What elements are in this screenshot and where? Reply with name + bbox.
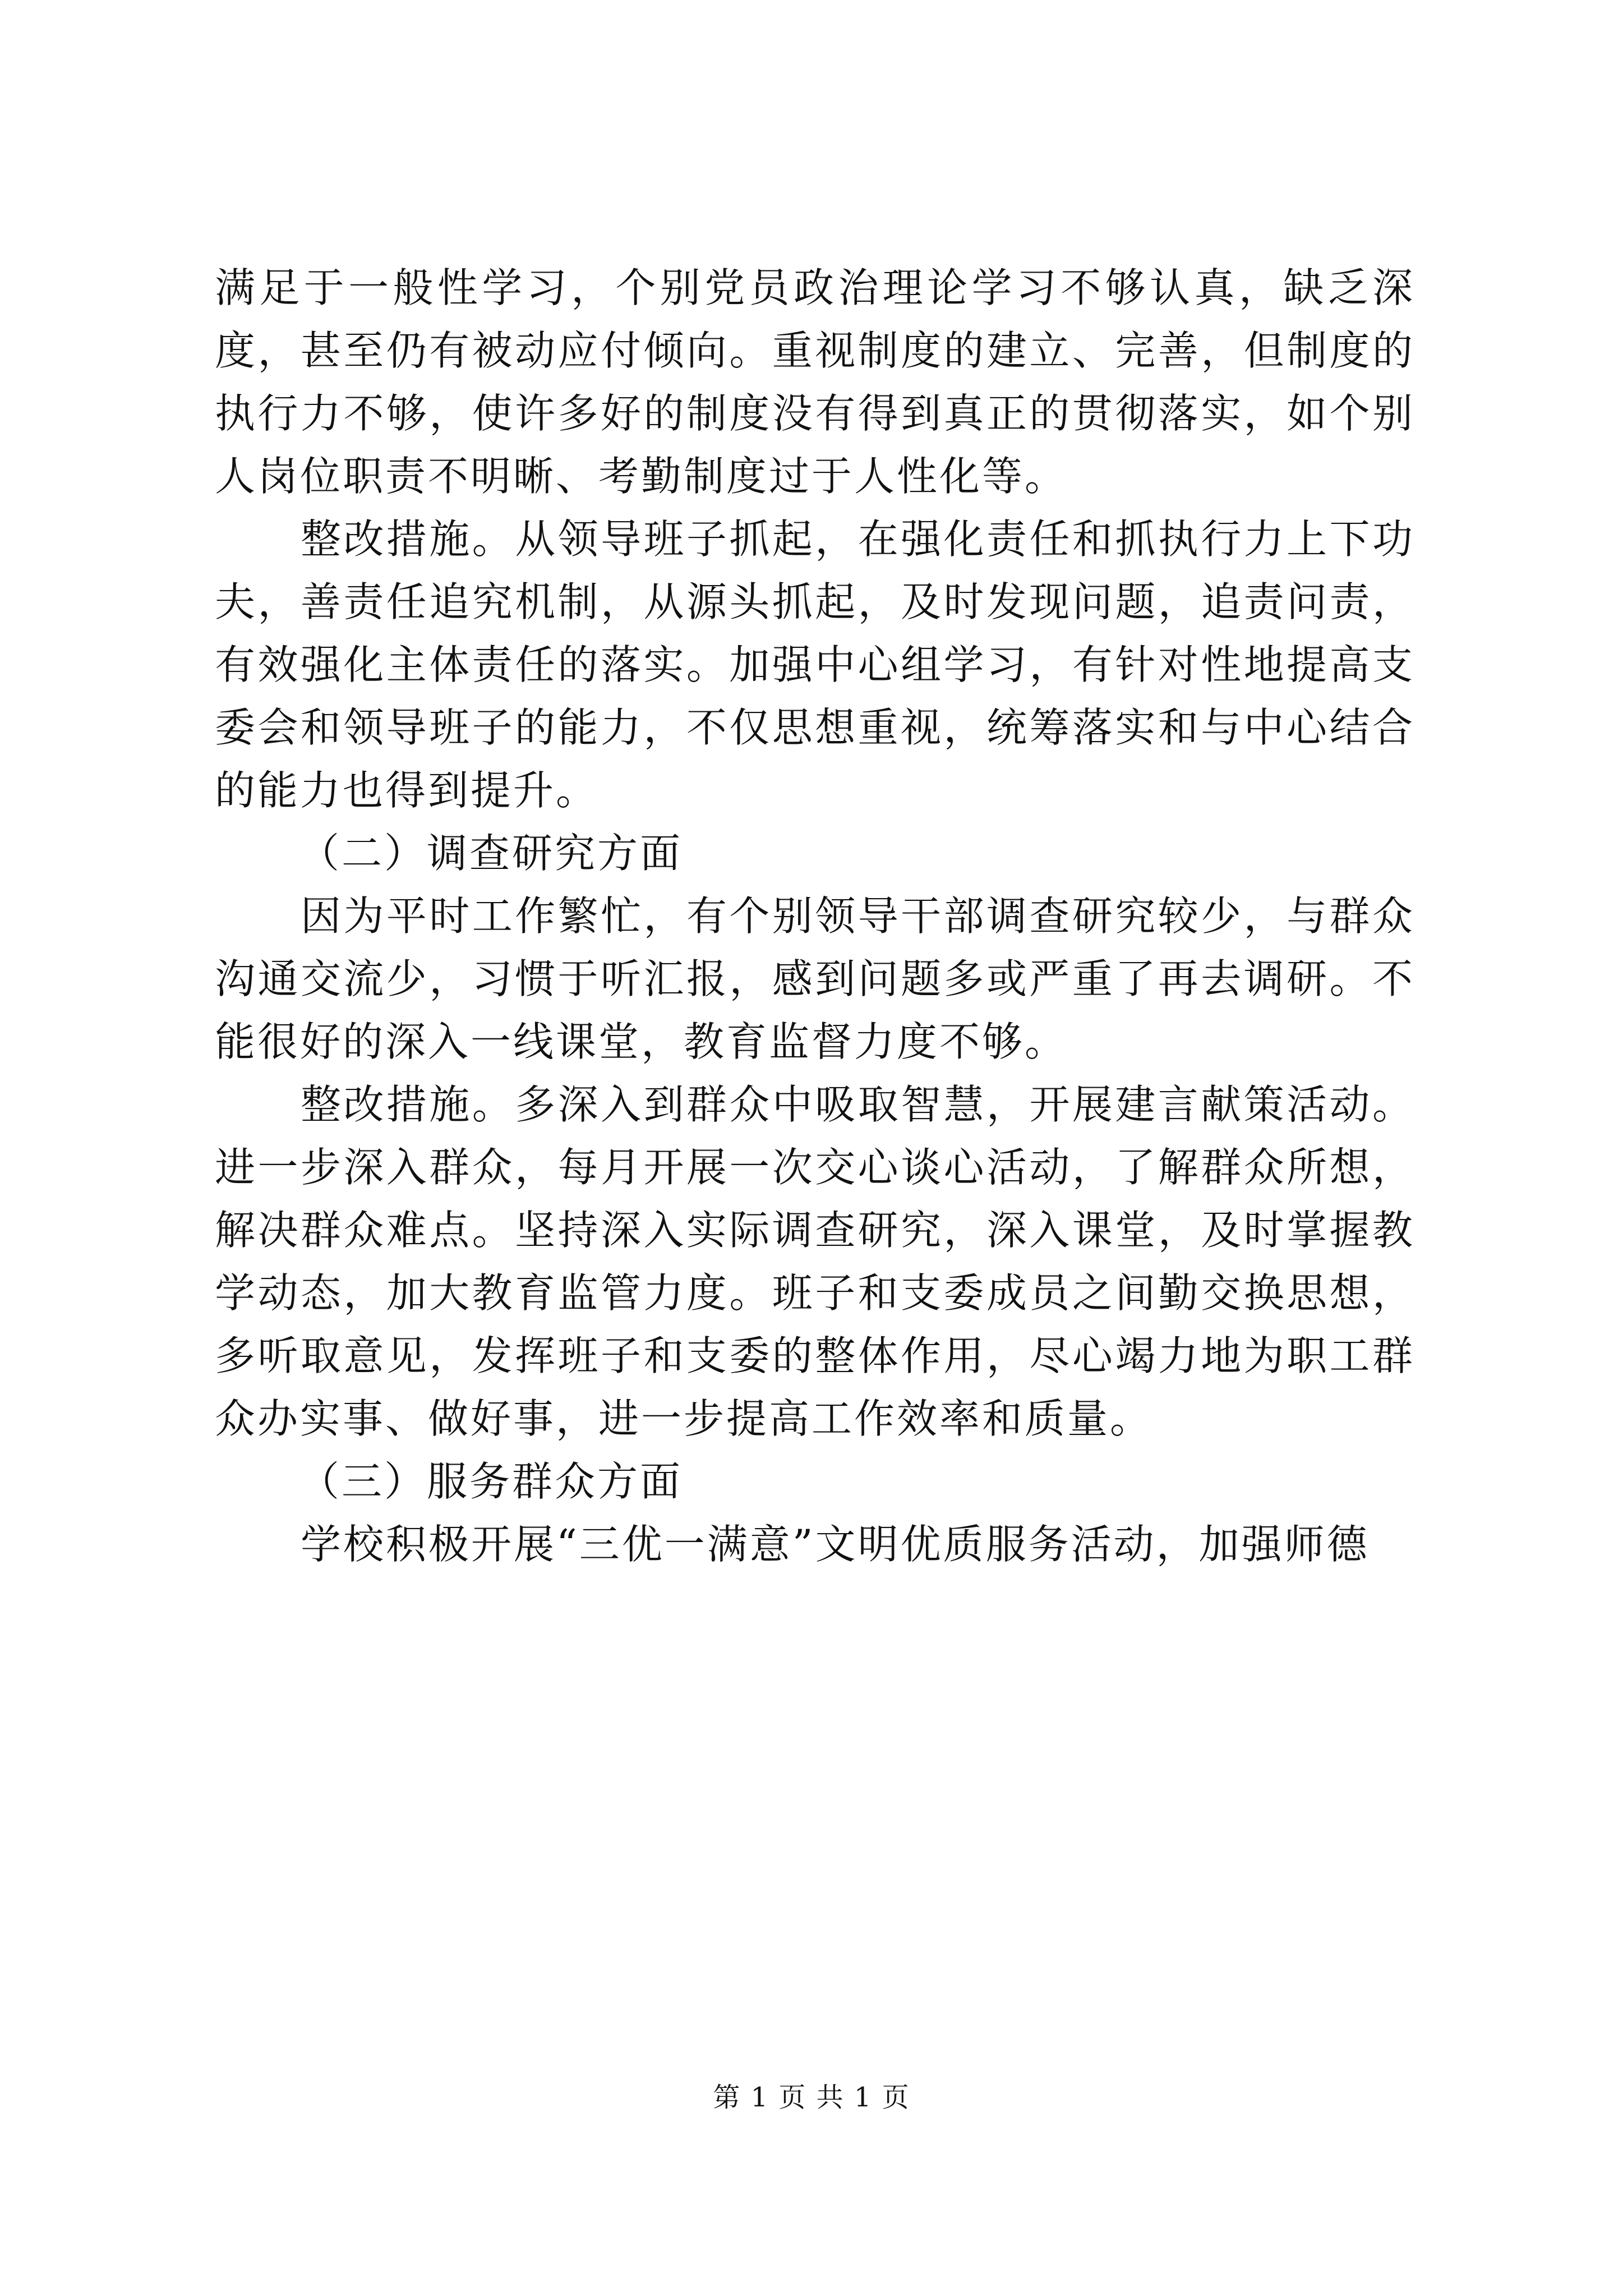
paragraph-research-problems: 因为平时工作繁忙，有个别领导干部调查研究较少，与群众沟通交流少，习惯于听汇报，感到问题多或严重了再去调研。不能很好的深入一线课堂，教育监督力度不够。 [215,892,1415,1065]
page-number-label: 第 1 页 共 1 页 [713,2082,910,2113]
paragraph-rectification-leadership: 整改措施。从领导班子抓起，在强化责任和抓执行力上下功夫，善责任追究机制，从源头抓起，及时发现问题，追责问责，有效强化主体责任的落实。加强中心组学习，有针对性地提高支委会和领导班子的能力，不仅思想重视，统筹落实和与中心结合的能力也得到提升。 [215,516,1415,814]
page-footer [0,2076,1623,2114]
paragraph-rectification-research: 整改措施。多深入到群众中吸取智慧，开展建言献策活动。进一步深入群众，每月开展一次交心谈心活动，了解群众所想，解决群众难点。坚持深入实际调查研究，深入课堂，及时掌握教学动态，加大教育监管力度。班子和支委成员之间勤交换思想，多听取意见，发挥班子和支委的整体作用，尽心竭力地为职工群众办实事、做好事，进一步提高工作效率和质量。 [215,1081,1415,1442]
paragraph-party-study-problems: 满足于一般性学习，个别党员政治理论学习不够认真，缺乏深度，甚至仍有被动应付倾向。重视制度的建立、完善，但制度的执行力不够，使许多好的制度没有得到真正的贯彻落实，如个别人岗位职责不明晰、考勤制度过于人性化等。 [215,264,1415,500]
document-body [215,256,1415,1576]
section-heading-service: （三）服务群众方面 [299,1458,683,1505]
section-heading-research: （二）调查研究方面 [299,830,683,877]
paragraph-service-activity: 学校积极开展“三优一满意”文明优质服务活动，加强师德 [301,1521,1370,1568]
